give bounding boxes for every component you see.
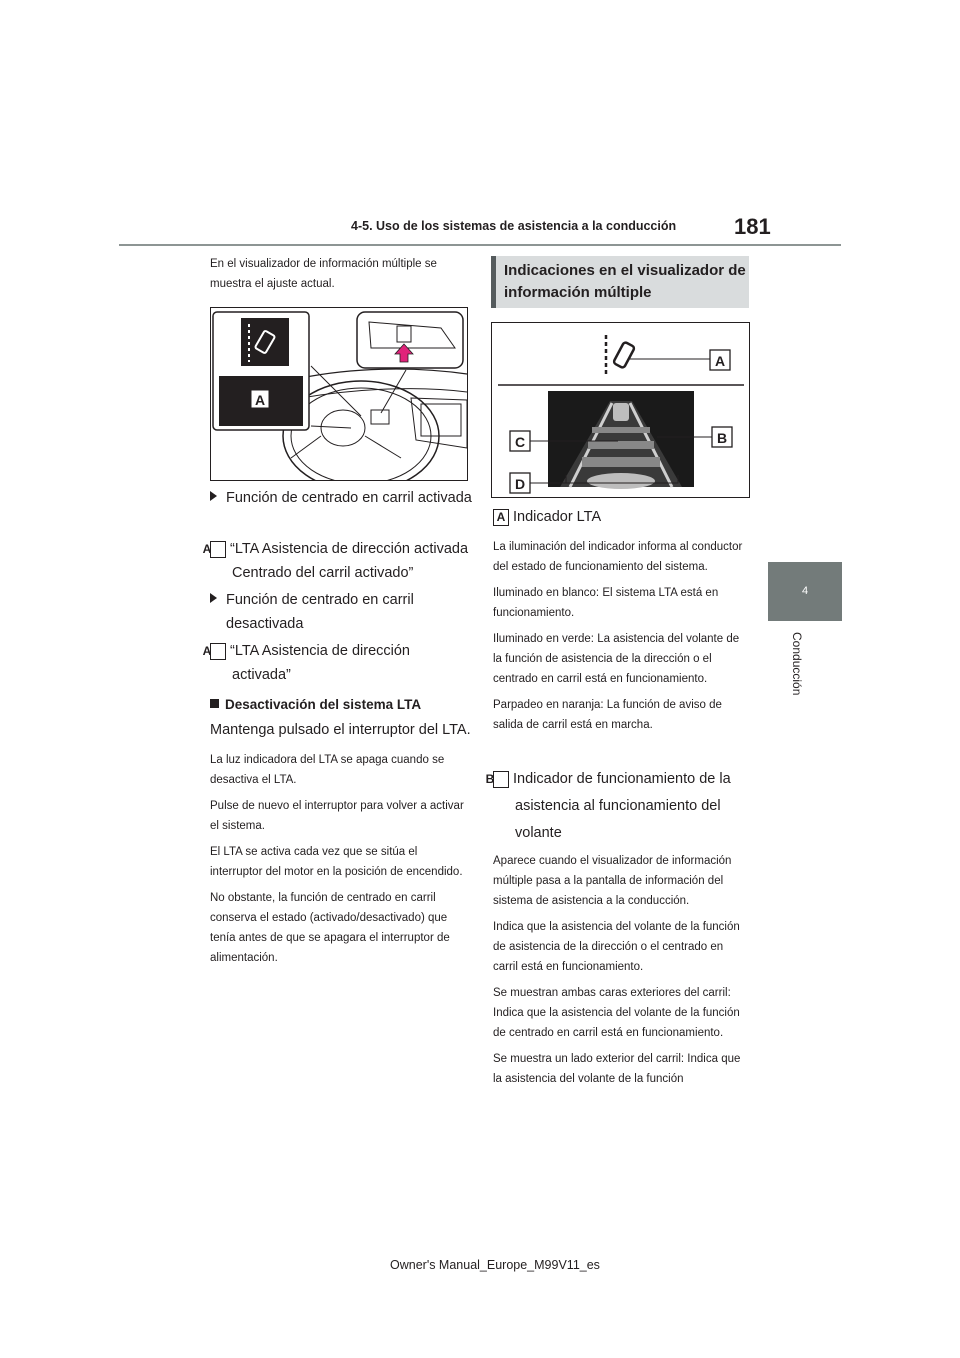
- display-illustration: [492, 323, 749, 497]
- section-title: 4-5. Uso de los sistemas de asistencia a la conducción: [351, 219, 677, 233]
- item2-heading: Función de centrado en carril desactivada: [226, 592, 414, 632]
- deactivation-para-1: La luz indicadora del LTA se apaga cuando se desactiva el LTA.: [210, 754, 445, 786]
- dashboard-figure: [210, 307, 468, 481]
- indicator-a-para-1: La iluminación del indicador informa al conductor del estado de funcionamiento del sistema.: [493, 541, 743, 573]
- deactivation-para-2: Pulse de nuevo el interruptor para volver a activar el sistema.: [210, 800, 464, 832]
- intro-text: En el visualizador de información múltiple se muestra el ajuste actual.: [210, 258, 437, 290]
- item1-heading-row: [210, 486, 472, 510]
- deactivation-heading-row: [210, 694, 472, 716]
- item1-result-row: [202, 537, 472, 585]
- indicator-b-title-row: [485, 766, 749, 847]
- item2-heading-row: [210, 588, 472, 636]
- indicator-b-para-4: Se muestra un lado exterior del carril: Indica que la asistencia del volante de la función: [493, 1053, 741, 1085]
- indicator-a-para-3: Iluminado en verde: La asistencia del volante de la función de asistencia de la dirección o el centrado en carril está en funcionamiento.: [493, 633, 740, 685]
- item2-block: [210, 588, 472, 636]
- deactivation-instruction: Mantenga pulsado el interruptor del LTA.: [210, 722, 471, 738]
- indicator-b-para-3: Se muestran ambas caras exteriores del carril: Indica que la asistencia del volante de la función de centrado en carril está en funcionamiento.: [493, 987, 740, 1039]
- indicator-b-paras: [493, 851, 749, 1089]
- letter-a-badge: A: [210, 643, 226, 660]
- indicator-a-title: Indicador LTA: [513, 509, 602, 525]
- square-bullet-icon: [210, 699, 219, 708]
- item1-result-text: “LTA Asistencia de dirección activada Centrado del carril activado”: [230, 541, 469, 581]
- deactivation-heading: Desactivación del sistema LTA: [225, 697, 422, 712]
- triangle-bullet-icon: [210, 491, 217, 501]
- indicator-a-paras: [493, 537, 749, 735]
- triangle-bullet-icon: [210, 593, 217, 603]
- chapter-name: Conducción: [790, 632, 804, 696]
- deactivation-para-4: No obstante, la función de centrado en carril conserva el estado (activado/desactivado) que tenía antes de que se apagara el interruptor de alimentación.: [210, 892, 450, 964]
- page-number: 181: [734, 214, 771, 239]
- letter-b-badge: B: [493, 771, 509, 788]
- indicator-a-block: [493, 505, 749, 741]
- footer-text: Owner's Manual_Europe_M99V11_es: [390, 1258, 600, 1272]
- item2-result: [202, 639, 472, 687]
- figure-label-a: A: [714, 353, 726, 369]
- intro-paragraph: [210, 254, 472, 300]
- indicator-b-title: Indicador de funcionamiento de la asistencia al funcionamiento del volante: [513, 771, 731, 841]
- figure-label-a: A: [254, 392, 266, 408]
- item1-result: [202, 537, 472, 585]
- letter-a-badge: A: [210, 541, 226, 558]
- item1-heading: Función de centrado en carril activada: [226, 490, 472, 506]
- chapter-tab: 4: [768, 562, 842, 621]
- figure-label-b: B: [716, 430, 728, 446]
- figure-label-d: D: [514, 476, 526, 492]
- indicator-b-para-1: Aparece cuando el visualizador de información múltiple pasa a la pantalla de información del sistema de asistencia a la conducción.: [493, 855, 732, 907]
- indicator-a-para-4: Parpadeo en naranja: La función de aviso de salida de carril está en marcha.: [493, 699, 722, 731]
- section-heading: Indicaciones en el visualizador de información múltiple: [491, 256, 749, 308]
- indicator-a-para-2: Iluminado en blanco: El sistema LTA está en funcionamiento.: [493, 587, 719, 619]
- indicator-b-para-2: Indica que la asistencia del volante de la función de asistencia de la dirección o el centrado en carril está en funcionamiento.: [493, 921, 740, 973]
- item2-result-text: “LTA Asistencia de dirección activada”: [230, 643, 410, 683]
- deactivation-block: [210, 694, 472, 974]
- indicator-a-title-row: [493, 505, 749, 529]
- item2-result-row: [202, 639, 472, 687]
- figure-label-c: C: [514, 434, 526, 450]
- dashboard-illustration: [211, 308, 467, 480]
- header-divider: [119, 244, 841, 246]
- display-figure: [491, 322, 750, 498]
- letter-a-badge: A: [493, 509, 509, 526]
- item1-block: [210, 486, 472, 510]
- indicator-b-block: [485, 766, 749, 1095]
- deactivation-para-3: El LTA se activa cada vez que se sitúa el interruptor del motor en la posición de encendido.: [210, 846, 463, 878]
